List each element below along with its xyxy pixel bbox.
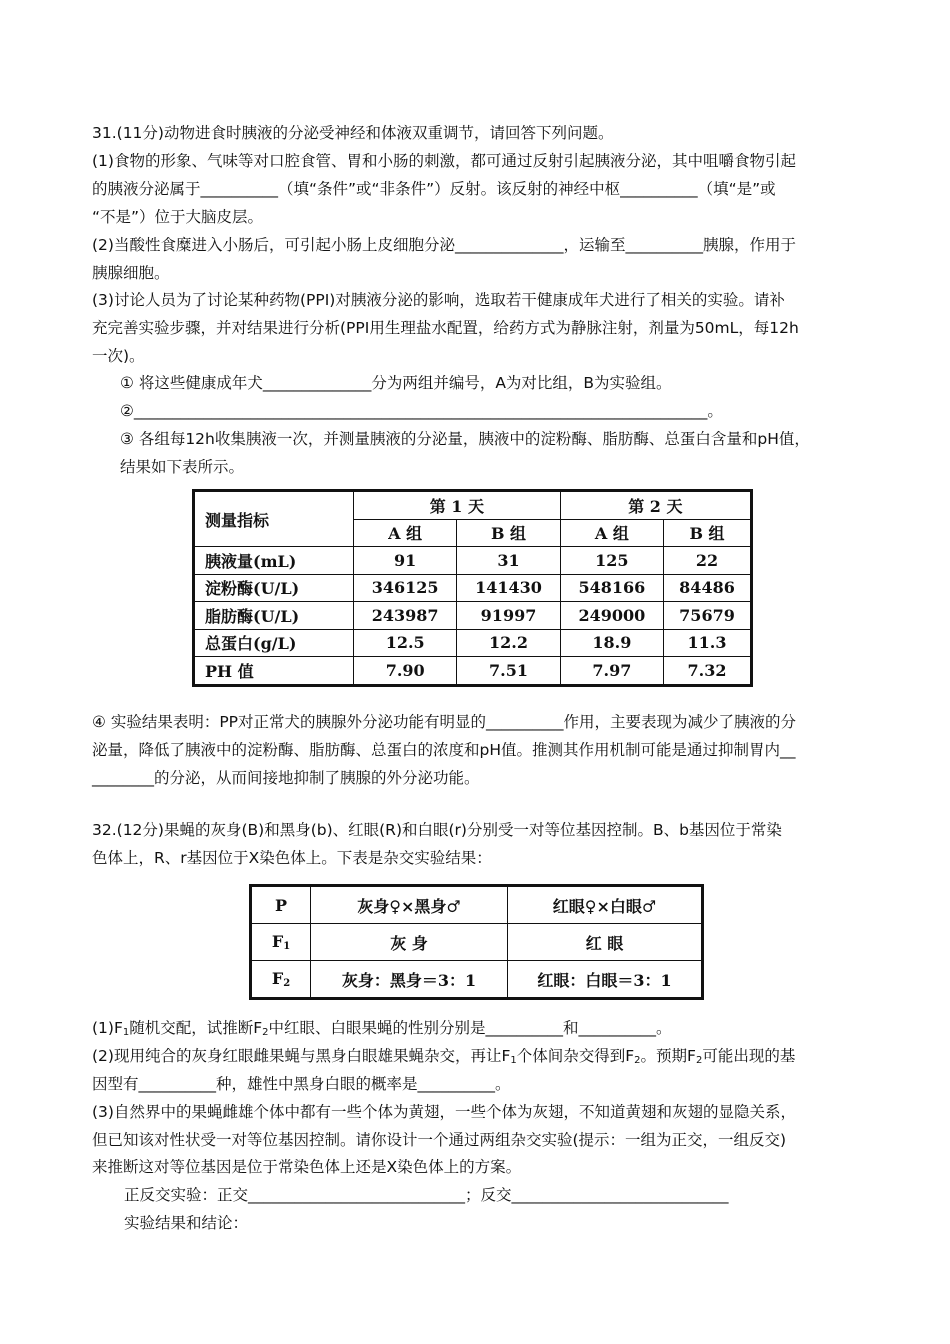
q32-part1: $(1)F_1$随机交配，试推断$F_2$中红眼、白眼果蝇的性别分别是__________和__________。 [92, 1019, 672, 1038]
row-label: P [251, 886, 311, 924]
q32-part3-line1: (3)自然界中的果蝇雌雄个体中都有一些个体为黄翅，一些个体为灰翅，不知道黄翅和灰翅的显隐关系， [92, 1103, 796, 1121]
table-cell: 141430 [457, 574, 560, 602]
table-cell: 12.5 [354, 629, 457, 657]
row-label: $F_1$ [251, 924, 311, 961]
q32-result-label: 实验结果和结论： [124, 1214, 249, 1232]
q32-part2-line2: 因型有__________种，雄性中黑身白眼的概率是__________。 [92, 1075, 511, 1093]
table-cell: 灰身：黑身＝3：1 [311, 961, 508, 999]
table-row [194, 657, 752, 686]
q31-step3-line2: 结果如下表所示。 [120, 458, 245, 476]
q31-part3-line3: 一次)。 [92, 347, 145, 365]
q31-part1-line1: (1)食物的形象、气味等对口腔食管、胃和小肠的刺激，都可通过反射引起胰液分泌，其中咀嚼食物引起 [92, 152, 796, 170]
table-cell: 18.9 [560, 629, 663, 657]
q31-step4-line1: ④ 实验结果表明：PP对正常犬的胰腺外分泌功能有明显的__________作用，主要表现为减少了胰液的分 [92, 713, 797, 731]
q31-step4-line3: ________的分泌，从而间接地抑制了胰腺的外分泌功能。 [92, 769, 480, 787]
group-header: B 组 [664, 519, 752, 547]
table-cell: 红 眼 [508, 924, 703, 961]
day1-header: 第 1 天 [354, 491, 561, 520]
q32-cross-experiment: 正反交实验：正交____________________________；反交____________________________ [124, 1186, 729, 1204]
q32-title-line2: 色体上，R、r基因位于X染色体上。下表是杂交实验结果： [92, 849, 492, 867]
q31-title: 31.(11分)动物进食时胰液的分泌受神经和体液双重调节，请回答下列问题。 [92, 124, 614, 142]
table-cell: 7.97 [560, 657, 663, 686]
table-cell: 红眼：白眼＝3：1 [508, 961, 703, 999]
q31-part2-line2: 胰腺细胞。 [92, 264, 170, 282]
table-row [251, 961, 703, 999]
table-cell: 红眼♀×白眼♂ [508, 886, 703, 924]
table-row [194, 629, 752, 657]
table-cell: 243987 [354, 602, 457, 630]
table-cell: 84486 [664, 574, 752, 602]
table-row [251, 924, 703, 961]
q31-step4-line2: 泌量，降低了胰液中的淀粉酶、脂肪酶、总蛋白的浓度和pH值。推测其作用机制可能是通过抑制胃内__ [92, 741, 796, 759]
q31-step1: ① 将这些健康成年犬______________分为两组并编号，A为对比组，B为实验组。 [120, 374, 672, 392]
table-cell: 7.51 [457, 657, 560, 686]
cross-result-table [249, 884, 704, 1000]
q31-step2: ②__________________________________________________________________________。 [120, 402, 723, 420]
day2-header: 第 2 天 [560, 491, 751, 520]
table-cell: 灰 身 [311, 924, 508, 961]
table-cell: 249000 [560, 602, 663, 630]
table-cell: 7.90 [354, 657, 457, 686]
table-cell: 灰身♀×黑身♂ [311, 886, 508, 924]
row-label: 胰液量(mL) [194, 547, 354, 575]
pancreatic-data-table [192, 489, 753, 687]
table-row [194, 574, 752, 602]
table-cell: 75679 [664, 602, 752, 630]
table-cell: 91997 [457, 602, 560, 630]
row-label: 淀粉酶(U/L) [194, 574, 354, 602]
q31-part3-line2: 充完善实验步骤，并对结果进行分析(PPI用生理盐水配置，给药方式为静脉注射，剂量为50mL，每12h [92, 319, 799, 337]
table-row [194, 602, 752, 630]
group-header: A 组 [354, 519, 457, 547]
row-label: 脂肪酶(U/L) [194, 602, 354, 630]
table-cell: 31 [457, 547, 560, 575]
table-cell: 22 [664, 547, 752, 575]
table-corner-header: 测量指标 [194, 491, 354, 547]
table-row [251, 886, 703, 924]
q32-part2-line1: (2)现用纯合的灰身红眼雌果蝇与黑身白眼雄果蝇杂交，再让$F_1$个体间杂交得到$F_2$。预期$F_2$可能出现的基 [92, 1047, 796, 1066]
q31-step3-line1: ③ 各组每12h收集胰液一次，并测量胰液的分泌量，胰液中的淀粉酶、脂肪酶、总蛋白含量和pH值， [120, 430, 810, 448]
q32-part3-line3: 来推断这对等位基因是位于常染色体上还是X染色体上的方案。 [92, 1158, 522, 1176]
q31-part1-line2: 的胰液分泌属于__________（填“条件”或“非条件”）反射。该反射的神经中枢__________（填“是”或 [92, 180, 776, 198]
group-header: A 组 [560, 519, 663, 547]
row-label: $F_2$ [251, 961, 311, 999]
q32-part3-line2: 但已知该对性状受一对等位基因控制。请你设计一个通过两组杂交实验(提示：一组为正交，一组反交) [92, 1131, 787, 1149]
row-label: PH 值 [194, 657, 354, 686]
q31-part2-line1: (2)当酸性食糜进入小肠后，可引起小肠上皮细胞分泌______________，运输至__________胰腺，作用于 [92, 236, 796, 254]
table-cell: 12.2 [457, 629, 560, 657]
table-cell: 346125 [354, 574, 457, 602]
q32-title-line1: 32.(12分)果蝇的灰身(B)和黑身(b)、红眼(R)和白眼(r)分别受一对等位基因控制。B、b基因位于常染 [92, 821, 782, 839]
group-header: B 组 [457, 519, 560, 547]
table-cell: 548166 [560, 574, 663, 602]
table-cell: 91 [354, 547, 457, 575]
q31-part3-line1: (3)讨论人员为了讨论某种药物(PPI)对胰液分泌的影响，选取若干健康成年犬进行了相关的实验。请补 [92, 291, 785, 309]
row-label: 总蛋白(g/L) [194, 629, 354, 657]
table-cell: 125 [560, 547, 663, 575]
table-row [194, 547, 752, 575]
q31-part1-line3: “不是”）位于大脑皮层。 [92, 208, 264, 226]
table-cell: 11.3 [664, 629, 752, 657]
table-cell: 7.32 [664, 657, 752, 686]
